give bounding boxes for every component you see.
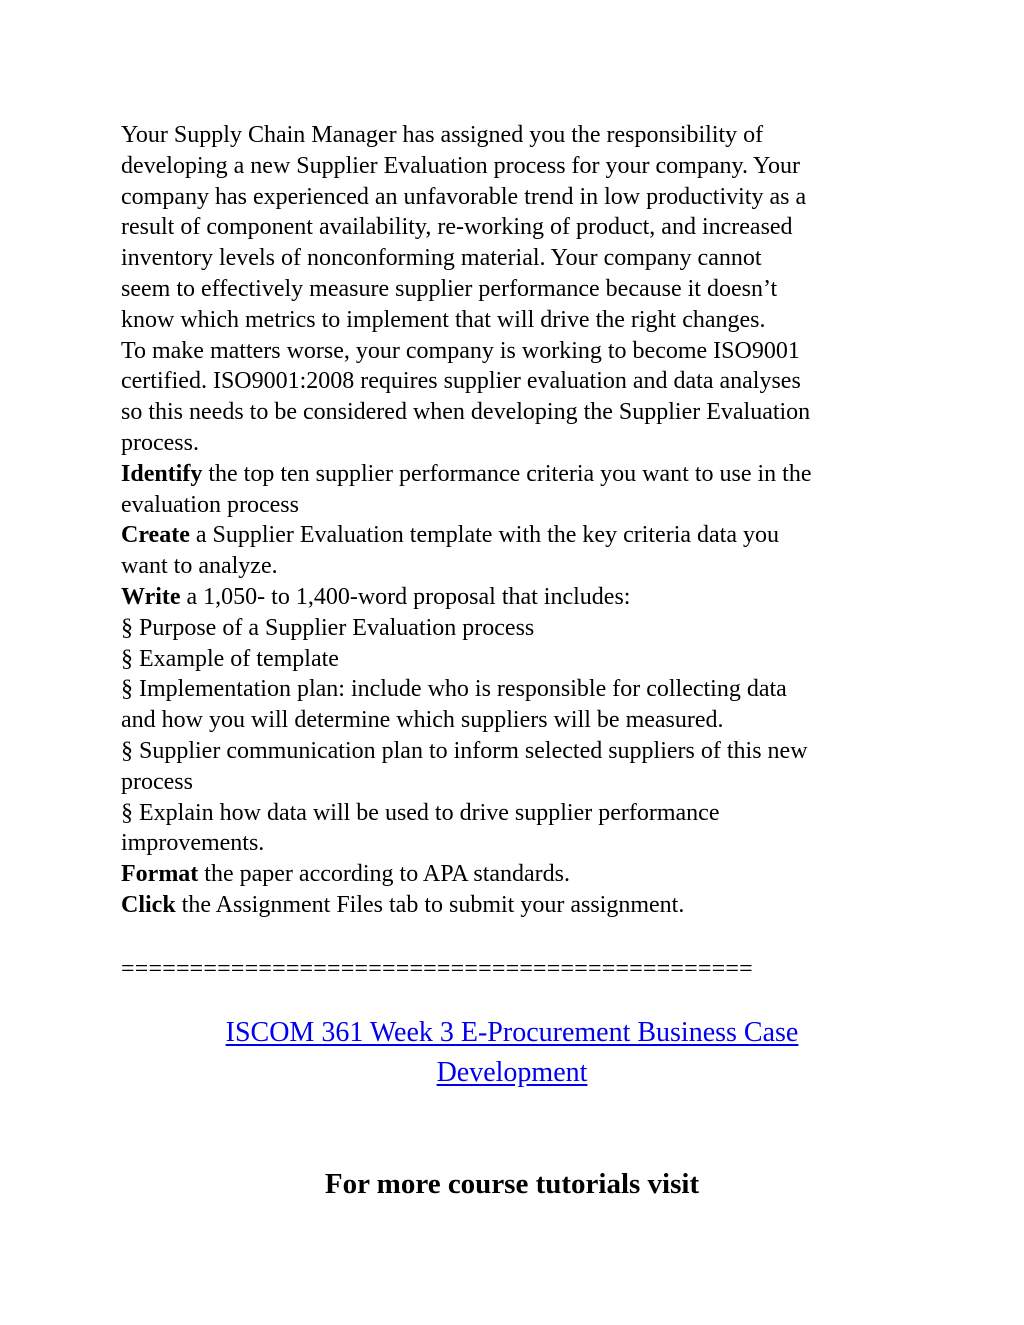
intro-line: seem to effectively measure supplier performance because it doesn’t <box>121 275 778 302</box>
intro-line: To make matters worse, your company is working to become ISO9001 <box>121 337 800 364</box>
create-instruction <box>121 520 911 551</box>
bullet-item: § Supplier communication plan to inform selected suppliers of this new <box>121 737 808 764</box>
write-text: a 1,050- to 1,400-word proposal that includes: <box>180 583 631 610</box>
intro-line: Your Supply Chain Manager has assigned you the responsibility of <box>121 122 764 148</box>
intro-line: developing a new Supplier Evaluation process for your company. Your <box>121 152 800 179</box>
intro-line: know which metrics to implement that will drive the right changes. <box>121 306 766 333</box>
intro-line: process. <box>121 429 199 456</box>
bullet-item: § Purpose of a Supplier Evaluation process <box>121 614 535 641</box>
intro-line: certified. ISO9001:2008 requires supplier evaluation and data analyses <box>121 368 801 395</box>
identify-instruction <box>121 459 911 490</box>
bullet-item-cont: and how you will determine which suppliers will be measured. <box>121 707 724 734</box>
intro-line: inventory levels of nonconforming material. Your company cannot <box>121 245 762 272</box>
write-keyword: Write <box>121 583 181 610</box>
bullet-item: § Example of template <box>121 645 339 672</box>
intro-line: company has experienced an unfavorable trend in low productivity as a <box>121 183 807 210</box>
next-tutorial-link-line1: ISCOM 361 Week 3 E-Procurement Business Case <box>225 1017 799 1048</box>
identify-instruction-cont: evaluation process <box>121 491 299 518</box>
format-instruction <box>121 859 911 890</box>
identify-keyword: Identify <box>121 460 203 487</box>
bullet-item: § Implementation plan: include who is responsible for collecting data <box>121 676 787 703</box>
intro-line: so this needs to be considered when developing the Supplier Evaluation <box>121 399 811 426</box>
next-tutorial-link[interactable] <box>226 1017 799 1088</box>
format-text: the paper according to APA standards. <box>198 861 571 888</box>
next-tutorial-link-block <box>0 1013 1024 1093</box>
bullet-item-cont: process <box>121 768 193 795</box>
click-keyword: Click <box>121 891 176 918</box>
footer-heading: For more course tutorials visit <box>324 1168 700 1200</box>
create-instruction-cont: want to analyze. <box>121 553 278 580</box>
click-text: the Assignment Files tab to submit your assignment. <box>175 891 685 918</box>
separator-line: ============================================== <box>121 956 753 982</box>
assignment-description <box>121 120 911 921</box>
create-keyword: Create <box>121 522 190 549</box>
format-keyword: Format <box>121 861 199 888</box>
intro-line: result of component availability, re-working of product, and increased <box>121 214 793 241</box>
identify-text: the top ten supplier performance criteria you want to use in the <box>202 460 812 487</box>
create-text: a Supplier Evaluation template with the key criteria data you <box>189 522 779 549</box>
click-instruction <box>121 890 911 921</box>
write-instruction <box>121 582 911 613</box>
bullet-item: § Explain how data will be used to drive supplier performance <box>121 799 720 826</box>
bullet-item-cont: improvements. <box>121 830 265 857</box>
next-tutorial-link-line2: Development <box>436 1057 588 1088</box>
